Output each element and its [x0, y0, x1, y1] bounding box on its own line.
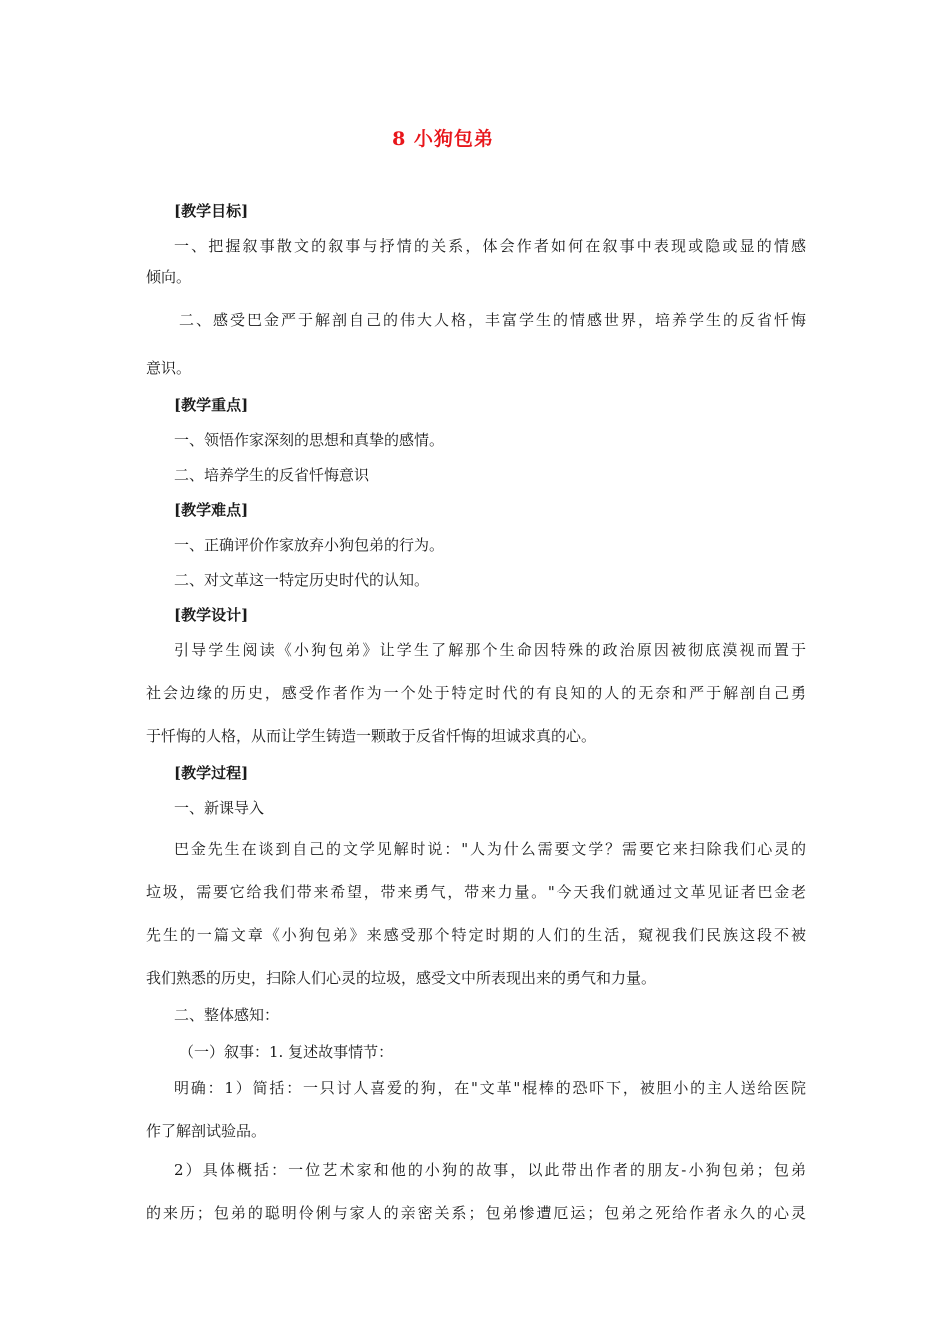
process-section2: 二、整体感知：: [174, 1006, 280, 1024]
process-detail-line2: 的来历；包弟的聪明伶俐与家人的亲密关系；包弟惨遭厄运；包弟之死给作者永久的心灵: [146, 1204, 806, 1222]
design-line2: 社会边缘的历史，感受作者作为一个处于特定时代的有良知的人的无奈和严于解剖自己勇: [146, 684, 806, 702]
process-section1: 一、新课导入: [174, 799, 265, 817]
process-intro-line4: 我们熟悉的历史，扫除人们心灵的垃圾，感受文中所表现出来的勇气和力量。: [146, 969, 657, 987]
difficulty-item2: 二、对文革这一特定历史时代的认知。: [174, 571, 430, 589]
goals-heading: [教学目标]: [174, 202, 249, 220]
process-intro-line2: 垃圾，需要它给我们带来希望，带来勇气，带来力量。"今天我们就通过文革见证者巴金老: [146, 883, 806, 901]
difficulty-item1: 一、正确评价作家放弃小狗包弟的行为。: [174, 536, 445, 554]
process-clarify-line2: 作了解剖试验品。: [146, 1122, 267, 1140]
design-line3: 于忏悔的人格，从而让学生铸造一颗敢于反省忏悔的坦诚求真的心。: [146, 727, 597, 745]
focus-heading: [教学重点]: [174, 396, 249, 414]
goals-item1-line1: 一、把握叙事散文的叙事与抒情的关系，体会作者如何在叙事中表现或隐或显的情感: [174, 237, 806, 255]
document-body: [146, 202, 806, 1223]
page-title: 8 小狗包弟: [392, 128, 494, 150]
goals-item1-line2: 倾向。: [146, 268, 192, 286]
process-detail-line1: 2）具体概括：一位艺术家和他的小狗的故事，以此带出作者的朋友-小狗包弟；包弟: [174, 1161, 806, 1179]
process-intro-line3: 先生的一篇文章《小狗包弟》来感受那个特定时期的人们的生活，窥视我们民族这段不被: [146, 926, 806, 944]
goals-item2-line1: 二、感受巴金严于解剖自己的伟大人格，丰富学生的情感世界，培养学生的反省忏悔: [179, 311, 806, 329]
process-heading: [教学过程]: [174, 764, 249, 782]
focus-item2: 二、培养学生的反省忏悔意识: [174, 466, 370, 484]
design-line1: 引导学生阅读《小狗包弟》让学生了解那个生命因特殊的政治原因被彻底漠视而置于: [174, 641, 806, 659]
process-sub1: （一）叙事：1. 复述故事情节：: [179, 1043, 394, 1061]
process-clarify-line1: 明确：1）简括：一只讨人喜爱的狗，在"文革"棍棒的恐吓下，被胆小的主人送给医院: [174, 1079, 806, 1097]
difficulty-heading: [教学难点]: [174, 501, 249, 519]
design-heading: [教学设计]: [174, 606, 249, 624]
focus-item1: 一、领悟作家深刻的思想和真挚的感情。: [174, 431, 445, 449]
process-intro-line1: 巴金先生在谈到自己的文学见解时说："人为什么需要文学？需要它来扫除我们心灵的: [174, 840, 806, 858]
goals-item2-line2: 意识。: [146, 359, 192, 377]
